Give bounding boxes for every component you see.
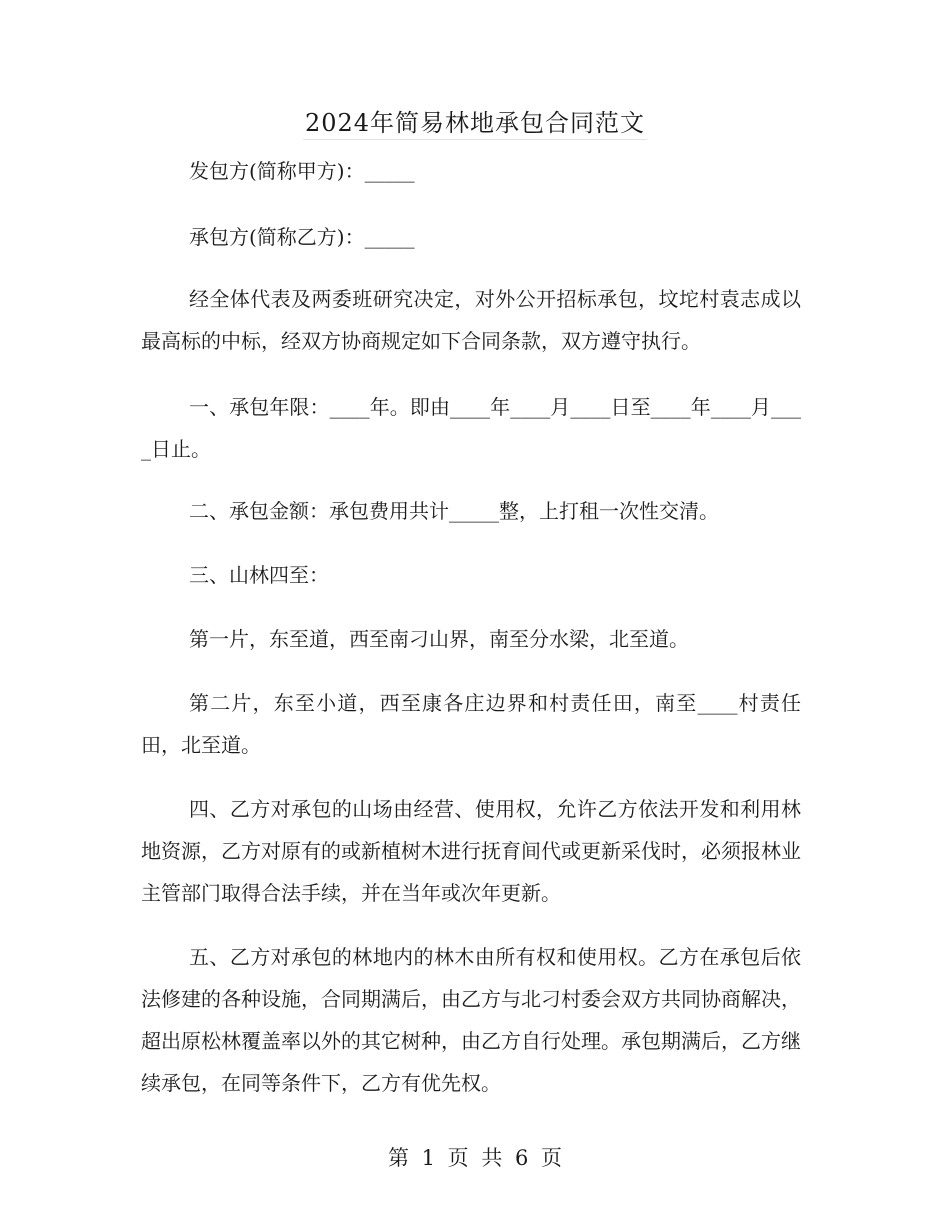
paragraph-preamble: 经全体代表及两委班研究决定，对外公开招标承包，坟坨村袁志成以最高标的中标，经双方协商规定如下合同条款，双方遵守执行。	[141, 287, 801, 353]
document-title-text: 2024年简易林地承包合同范文	[303, 109, 647, 140]
page-number-footer: 第 1 页 共 6 页	[387, 1146, 563, 1170]
paragraph-clause-3: 三、山林四至：	[189, 563, 329, 587]
paragraph-clause-5: 五、乙方对承包的林地内的林木由所有权和使用权。乙方在承包后依法修建的各种设施，合同期满后，由乙方与北刁村委会双方共同协商解决，超出原松林覆盖率以外的其它树种，由乙方自行处理。承包期满后，乙方继续承包，在同等条件下，乙方有优先权。	[141, 945, 801, 1095]
paragraph-clause-2: 二、承包金额：承包费用共计_____整，上打租一次性交清。	[189, 499, 719, 523]
paragraph-parcel-1: 第一片，东至道，西至南刁山界，南至分水梁，北至道。	[189, 627, 689, 651]
paragraph-parcel-2: 第二片，东至小道，西至康各庄边界和村责任田，南至____村责任田，北至道。	[141, 691, 801, 757]
paragraph-party-b: 承包方(简称乙方)：_____	[189, 225, 415, 249]
paragraph-clause-1: 一、承包年限：____年。即由____年____月____日至____年____月____日止。	[141, 395, 801, 461]
paragraph-party-a: 发包方(简称甲方)：_____	[189, 159, 415, 183]
paragraph-clause-4: 四、乙方对承包的山场由经营、使用权，允许乙方依法开发和利用林地资源，乙方对原有的或新植树木进行抚育间代或更新采伐时，必须报林业主管部门取得合法手续，并在当年或次年更新。	[141, 797, 801, 905]
document-title	[0, 103, 950, 143]
